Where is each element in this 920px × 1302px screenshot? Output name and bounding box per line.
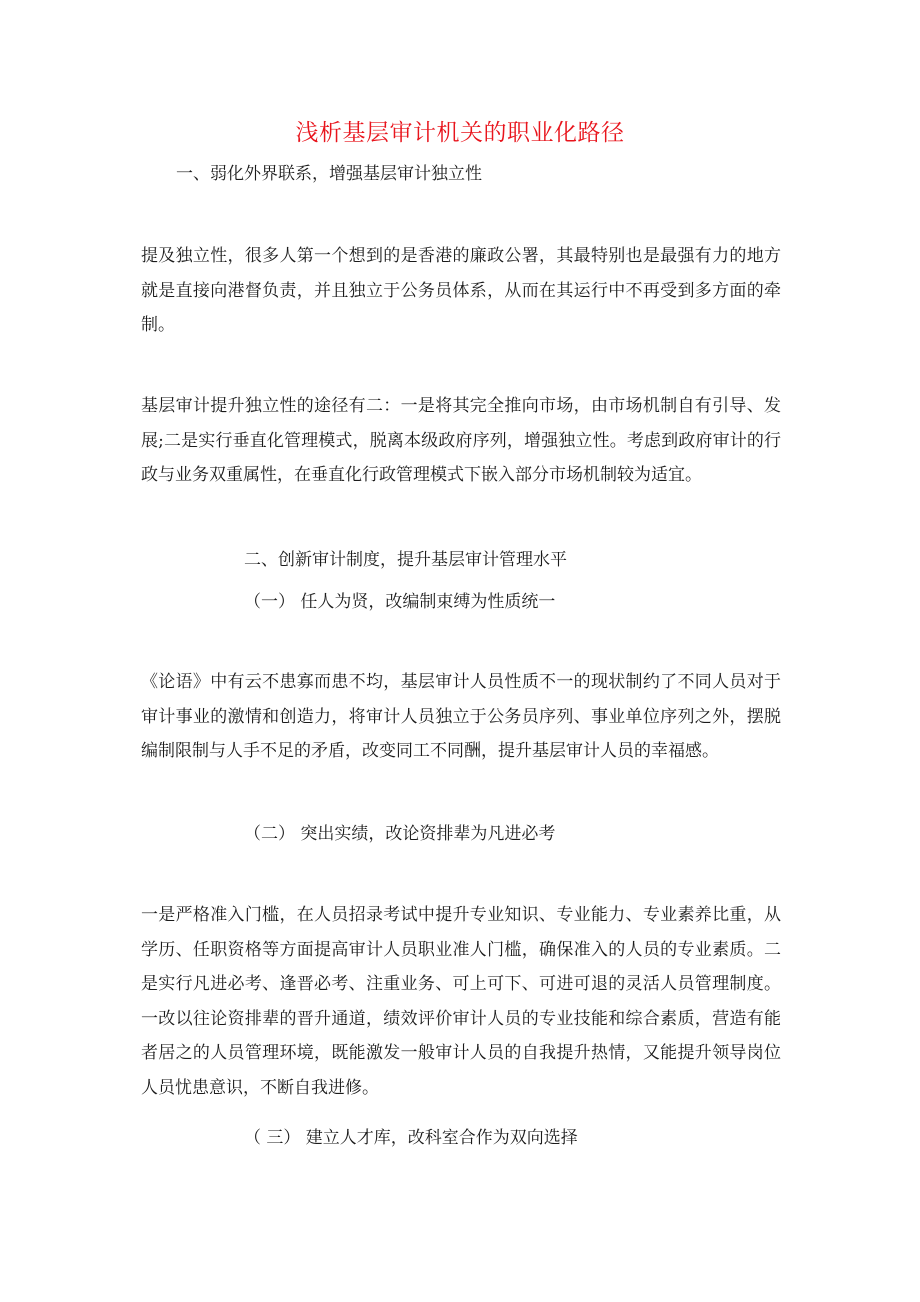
subsection-2-heading: （二） 突出实绩，改论资排辈为凡进必考 (244, 824, 556, 844)
subsection-1-paragraph: 《论语》中有云不患寡而患不均，基层审计人员性质不一的现状制约了不同人员对于审计事业的激情和创造力，将审计人员独立于公务员序列、事业单位序列之外，摆脱编制限制与人手不足的矛盾，改变同工不同酬，提升基层审计人员的幸福感。 (141, 672, 781, 761)
subsection-3-heading: （ 三） 建立人才库，改科室合作为双向选择 (244, 1128, 578, 1148)
section-1-paragraph-1: 提及独立性，很多人第一个想到的是香港的廉政公署，其最特别也是最强有力的地方就是直接向港督负责，并且独立于公务员体系，从而在其运行中不再受到多方面的牵制。 (141, 246, 781, 335)
subsection-2-paragraph: 一是严格准入门槛，在人员招录考试中提升专业知识、专业能力、专业素养比重，从学历、任职资格等方面提高审计人员职业准人门槛，确保准入的人员的专业素质。二是实行凡进必考、逢晋必考、注重业务、可上可下、可进可退的灵活人员管理制度。一改以往论资排辈的晋升通道，绩效评价审计人员的专业技能和综合素质，营造有能者居之的人员管理环境，既能激发一般审计人员的自我提升热情，又能提升领导岗位人员忧患意识，不断自我进修。 (141, 905, 781, 1098)
section-1-heading: 一、弱化外界联系，增强基层审计独立性 (176, 164, 482, 184)
document-title: 浅析基层审计机关的职业化路径 (295, 120, 625, 146)
section-1-paragraph-2: 基层审计提升独立性的途径有二：一是将其完全推向市场，由市场机制自有引导、发展;二是实行垂直化管理模式，脱离本级政府序列，增强独立性。考虑到政府审计的行政与业务双重属性，在垂直化行政管理模式下嵌入部分市场机制较为适宜。 (141, 396, 781, 485)
section-2-heading: 二、创新审计制度，提升基层审计管理水平 (244, 550, 567, 570)
subsection-1-heading: （一） 任人为贤，改编制束缚为性质统一 (244, 592, 556, 612)
